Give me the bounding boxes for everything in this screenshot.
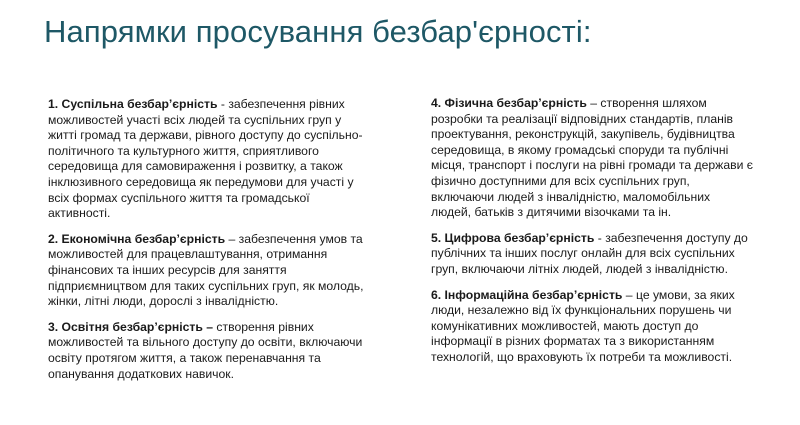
right-column — [431, 96, 753, 376]
item-economic-accessibility — [48, 232, 370, 310]
item-text: - забезпечення рівних можливостей участі всіх людей та суспільних груп у житті громад та держави, рівного доступу до суспільно-політичного та культурного життя, сприятливого середовища для самовираження і розвитку, а також інклюзивного середовища як передумови для участі у всіх формах суспільного життя та громадської активності. — [48, 97, 363, 221]
item-text: – забезпечення умов та можливостей для працевлаштування, отримання фінансових та інших ресурсів для заняття підприємництвом для таких суспільних груп, як молодь, жінки, літні люди, дорослі з інвалідністю. — [48, 231, 364, 309]
item-title: 4. Фізична безбар’єрність — [431, 96, 587, 110]
item-title: 5. Цифрова безбар’єрність — [431, 230, 595, 245]
item-title: 1. Суспільна безбар’єрність — [48, 97, 218, 111]
item-social-accessibility — [48, 97, 370, 222]
item-text: - забезпечення доступу до публічних та інших послуг онлайн для всіх суспільних груп, включаючи літніх людей, людей з інвалідністю. — [431, 230, 748, 276]
slide-title: Напрямки просування безбар'єрності: — [44, 14, 592, 49]
item-digital-accessibility — [431, 231, 753, 278]
item-text: – створення шляхом розробки та реалізації відповідних стандартів, планів проектування, реконструкцій, закупівель, будівництва середовища, в якому громадські споруди та публічні місця, транспорт і послуги на рівні громади та держави є фізично доступними для всіх суспільних груп, включаючи людей з інвалідністю, маломобільних людей, батьків з дитячими візочками та ін. — [431, 96, 753, 220]
item-physical-accessibility — [431, 96, 753, 221]
item-title: 2. Економічна безбар’єрність — [48, 231, 226, 246]
item-text: – це умови, за яких люди, незалежно від їх функціональних порушень чи комунікативних можливостей, мають доступ до інформації в різних форматах та з використанням технологій, що враховують їх потреби та можливості. — [431, 287, 735, 364]
item-educational-accessibility — [48, 320, 370, 382]
item-text: створення рівних можливостей та вільного доступу до освіти, включаючи освіту протягом життя, а також перенавчання та опанування додаткових навичок. — [48, 319, 363, 381]
item-title: 3. Освітня безбар’єрність – — [48, 319, 214, 334]
item-information-accessibility — [431, 288, 753, 366]
item-title: 6. Інформаційна безбар’єрність — [431, 287, 623, 302]
left-column — [48, 97, 370, 392]
